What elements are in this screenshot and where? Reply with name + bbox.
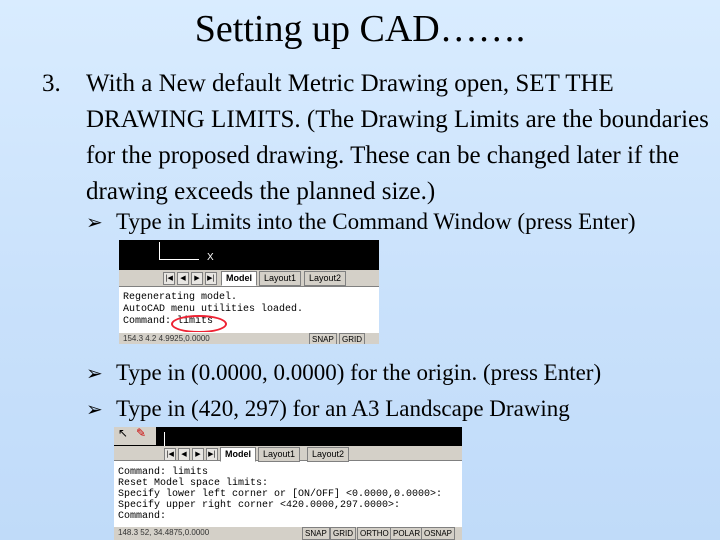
arrow-bullet-icon: ➢ [86, 210, 103, 234]
tab-model[interactable]: Model [220, 447, 256, 462]
autocad-command-screenshot [119, 240, 379, 344]
ucs-x-label: X [207, 252, 214, 263]
bullet-text: Type in (0.0000, 0.0000) for the origin. (press Enter) [116, 360, 602, 385]
pencil-icon[interactable]: ✎ [136, 427, 147, 440]
tab-layout1[interactable]: Layout1 [259, 271, 301, 286]
highlight-ring [171, 315, 227, 333]
next-tab-button[interactable]: ▶ [191, 272, 203, 285]
step-number: 3. [42, 70, 61, 97]
layout-tab-bar [114, 446, 462, 461]
bullet-text: Type in Limits into the Command Window (press Enter) [116, 209, 636, 234]
arrow-bullet-icon: ➢ [86, 397, 103, 421]
arrow-bullet-icon: ➢ [86, 361, 103, 385]
pointer-icon[interactable]: ↖ [118, 427, 129, 440]
prev-tab-button[interactable]: ◀ [177, 272, 189, 285]
command-line: AutoCAD menu utilities loaded. [123, 304, 304, 315]
status-bar [119, 332, 379, 344]
drawing-area [119, 240, 379, 270]
coordinate-readout: 154.3 4.2 4.9925,0.0000 [123, 334, 210, 343]
last-tab-button[interactable]: ▶| [205, 272, 217, 285]
autocad-limits-screenshot [114, 427, 462, 540]
layout-tab-bar [119, 270, 379, 287]
coordinate-readout: 148.3 52, 34.4875,0.0000 [118, 528, 210, 537]
bullet-item [86, 207, 636, 237]
prev-tab-button[interactable]: ◀ [178, 448, 190, 461]
ucs-y-axis [159, 242, 160, 259]
command-line: Reset Model space limits: [118, 478, 269, 489]
command-line: Command: limits [118, 467, 209, 478]
snap-toggle[interactable]: SNAP [309, 333, 337, 344]
command-input[interactable]: Command: [118, 511, 167, 522]
command-line: Specify lower left corner or [ON/OFF] <0.0000,0.0000>: [118, 489, 443, 500]
command-line: Specify upper right corner <420.0000,297.0000>: [118, 500, 401, 511]
ortho-toggle[interactable]: ORTHO [357, 527, 392, 540]
bullet-text: Type in (420, 297) for an A3 Landscape Drawing [116, 396, 570, 421]
step-text: With a New default Metric Drawing open, SET THE DRAWING LIMITS. (The Drawing Limits are the boundaries for the proposed drawing. These can be changed later if the drawing exceeds the planned size.) [86, 70, 709, 205]
polar-toggle[interactable]: POLAR [390, 527, 423, 540]
tab-layout1[interactable]: Layout1 [258, 447, 300, 462]
grid-toggle[interactable]: GRID [339, 333, 365, 344]
bullet-item [86, 358, 601, 388]
first-tab-button[interactable]: |◀ [164, 448, 176, 461]
toolbar [114, 427, 156, 445]
snap-toggle[interactable]: SNAP [302, 527, 330, 540]
command-line: Regenerating model. [123, 292, 238, 303]
tab-layout2[interactable]: Layout2 [307, 447, 349, 462]
ucs-y-axis [164, 432, 165, 446]
grid-toggle[interactable]: GRID [330, 527, 356, 540]
first-tab-button[interactable]: |◀ [163, 272, 175, 285]
last-tab-button[interactable]: ▶| [206, 448, 218, 461]
slide-title: Setting up CAD……. [194, 8, 526, 50]
osnap-toggle[interactable]: OSNAP [421, 527, 455, 540]
tab-layout2[interactable]: Layout2 [304, 271, 346, 286]
next-tab-button[interactable]: ▶ [192, 448, 204, 461]
tab-model[interactable]: Model [221, 271, 257, 286]
status-bar [114, 526, 462, 540]
ucs-x-axis [159, 259, 199, 260]
command-input[interactable]: Command: limits [123, 316, 214, 327]
bullet-item [86, 394, 570, 424]
